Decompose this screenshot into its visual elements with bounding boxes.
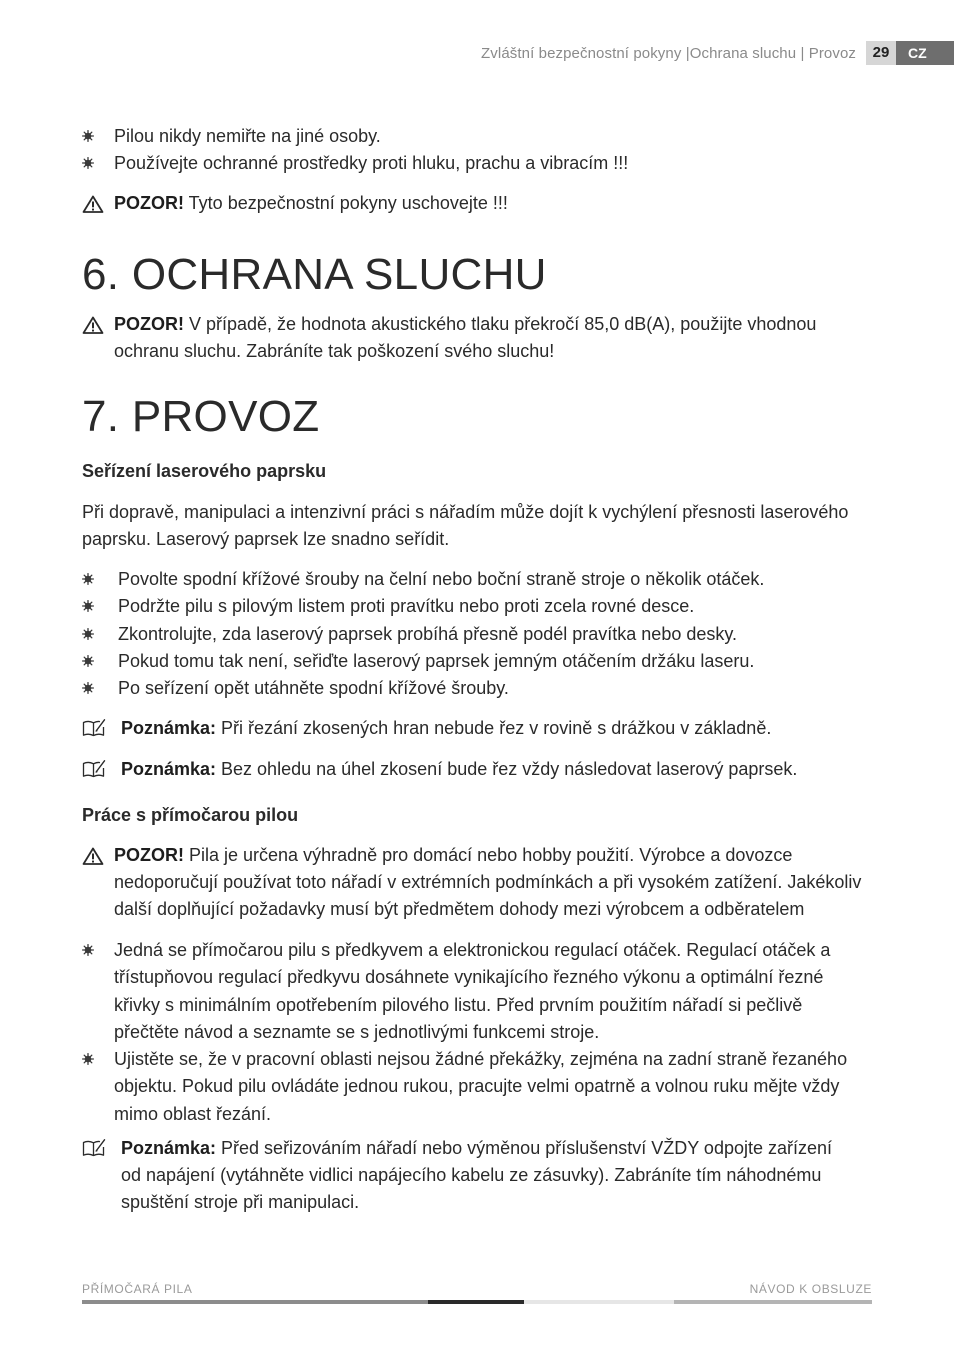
list-item-line: objektu. Pokud pilu ovládáte jednou rukou, pracujte velmi opatrně a volnou ruku mějte vždy [114, 1076, 840, 1096]
bullet-icon [82, 628, 94, 640]
paragraph-line: Při dopravě, manipulaci a intenzivní práci s nářadím může dojít k vychýlení přesnosti laserového [82, 502, 849, 522]
warning-text: V případě, že hodnota akustického tlaku překročí 85,0 dB(A), použijte vhodnou [184, 314, 817, 334]
bullet-icon [82, 682, 94, 694]
note-text: Bez ohledu na úhel zkosení bude řez vždy následovat laserový paprsek. [216, 759, 798, 779]
section-6-title: 6. OCHRANA SLUCHU [82, 250, 547, 299]
note-label: Poznámka: [121, 759, 217, 779]
list-item-line: mimo oblast řezání. [114, 1104, 272, 1124]
footer-bar-segment [524, 1300, 674, 1304]
bullet-icon [82, 600, 94, 612]
note [121, 715, 771, 742]
bullet-icon [82, 1053, 94, 1065]
warning-line: nedoporučují používat toto nářadí v extrémních podmínkách a při vysokém zatížení. Jakékoliv [114, 872, 862, 892]
note-book-icon [82, 1138, 106, 1158]
list-item: Zkontrolujte, zda laserový paprsek probíhá přesně podél pravítka nebo desky. [118, 624, 738, 644]
warning-text: Pila je určena výhradně pro domácí nebo hobby použití. Výrobce a dovozce [184, 845, 793, 865]
list-item: Pilou nikdy nemiřte na jiné osoby. [114, 126, 381, 146]
list-item-line: Jedná se přímočarou pilu s předkyvem a elektronickou regulací otáček. Regulací otáček a [114, 940, 831, 960]
intro-warning [114, 190, 508, 217]
bullet-icon [82, 157, 94, 169]
page-header [481, 41, 954, 65]
list-item: Po seřízení opět utáhněte spodní křížové šrouby. [118, 678, 509, 698]
list-item-line: křivky s minimálním opotřebením pilového listu. Před prvním použitím nářadí si pečlivě [114, 995, 803, 1015]
bullet-icon [82, 130, 94, 142]
note-line: spuštění stroje při manipulaci. [121, 1192, 360, 1212]
section-6-warning-line [114, 311, 816, 338]
footer-left: PŘÍMOČARÁ PILA [82, 1282, 193, 1296]
warning-label: POZOR! [114, 193, 184, 213]
list-item: Podržte pilu s pilovým listem proti pravítku nebo proti zcela rovné desce. [118, 596, 695, 616]
list-item: Používejte ochranné prostředky proti hluku, prachu a vibracím !!! [114, 153, 629, 173]
bullet-icon [82, 655, 94, 667]
warning-line: další doplňující požadavky musí být předmětem dohody mezi výrobcem a odběratelem [114, 899, 805, 919]
warning-line [114, 842, 792, 869]
warning-icon [82, 195, 104, 213]
subsection-heading: Práce s přímočarou pilou [82, 805, 299, 825]
note-label: Poznámka: [121, 718, 217, 738]
footer-right: NÁVOD K OBSLUZE [749, 1282, 872, 1296]
note-text: Při řezání zkosených hran nebude řez v rovině s drážkou v základně. [216, 718, 772, 738]
warning-label: POZOR! [114, 845, 184, 865]
note [121, 756, 797, 783]
list-item: Pokud tomu tak není, seřiďte laserový paprsek jemným otáčením držáku laseru. [118, 651, 755, 671]
note-line: od napájení (vytáhněte vidlici napájecího kabelu ze zásuvky). Zabráníte tím náhodnému [121, 1165, 822, 1185]
bullet-icon [82, 944, 94, 956]
footer-bar-segment [82, 1300, 428, 1304]
warning-label: POZOR! [114, 314, 184, 334]
footer-bar-segment [428, 1300, 524, 1304]
warning-icon [82, 847, 104, 865]
list-item: Povolte spodní křížové šrouby na čelní nebo boční straně stroje o několik otáček. [118, 569, 765, 589]
header-breadcrumb: Zvláštní bezpečnostní pokyny |Ochrana sluchu | Provoz [481, 44, 856, 62]
warning-text: Tyto bezpečnostní pokyny uschovejte !!! [184, 193, 508, 213]
list-item-line: Ujistěte se, že v pracovní oblasti nejsou žádné překážky, zejména na zadní straně řezaného [114, 1049, 848, 1069]
note-label: Poznámka: [121, 1138, 217, 1158]
note-line [121, 1135, 832, 1162]
note-book-icon [82, 718, 106, 738]
warning-icon [82, 316, 104, 334]
language-tab: CZ [896, 41, 954, 65]
section-6-warning-line: ochranu sluchu. Zabráníte tak poškození svého sluchu! [114, 341, 555, 361]
page-number-tab: 29 [866, 41, 896, 65]
subsection-heading: Seřízení laserového paprsku [82, 461, 327, 481]
paragraph-line: paprsku. Laserový paprsek lze snadno seřídit. [82, 529, 450, 549]
footer-bar-segment [674, 1300, 872, 1304]
note-book-icon [82, 759, 106, 779]
list-item-line: třístupňovou regulací předkyvu dosáhnete vynikajícího řezného výkonu a optimální řezné [114, 967, 824, 987]
list-item-line: přečtěte návod a seznamte se s jednotlivými funkcemi stroje. [114, 1022, 600, 1042]
bullet-icon [82, 573, 94, 585]
note-text: Před seřizováním nářadí nebo výměnou příslušenství VŽDY odpojte zařízení [216, 1138, 833, 1158]
section-7-title: 7. PROVOZ [82, 392, 320, 441]
